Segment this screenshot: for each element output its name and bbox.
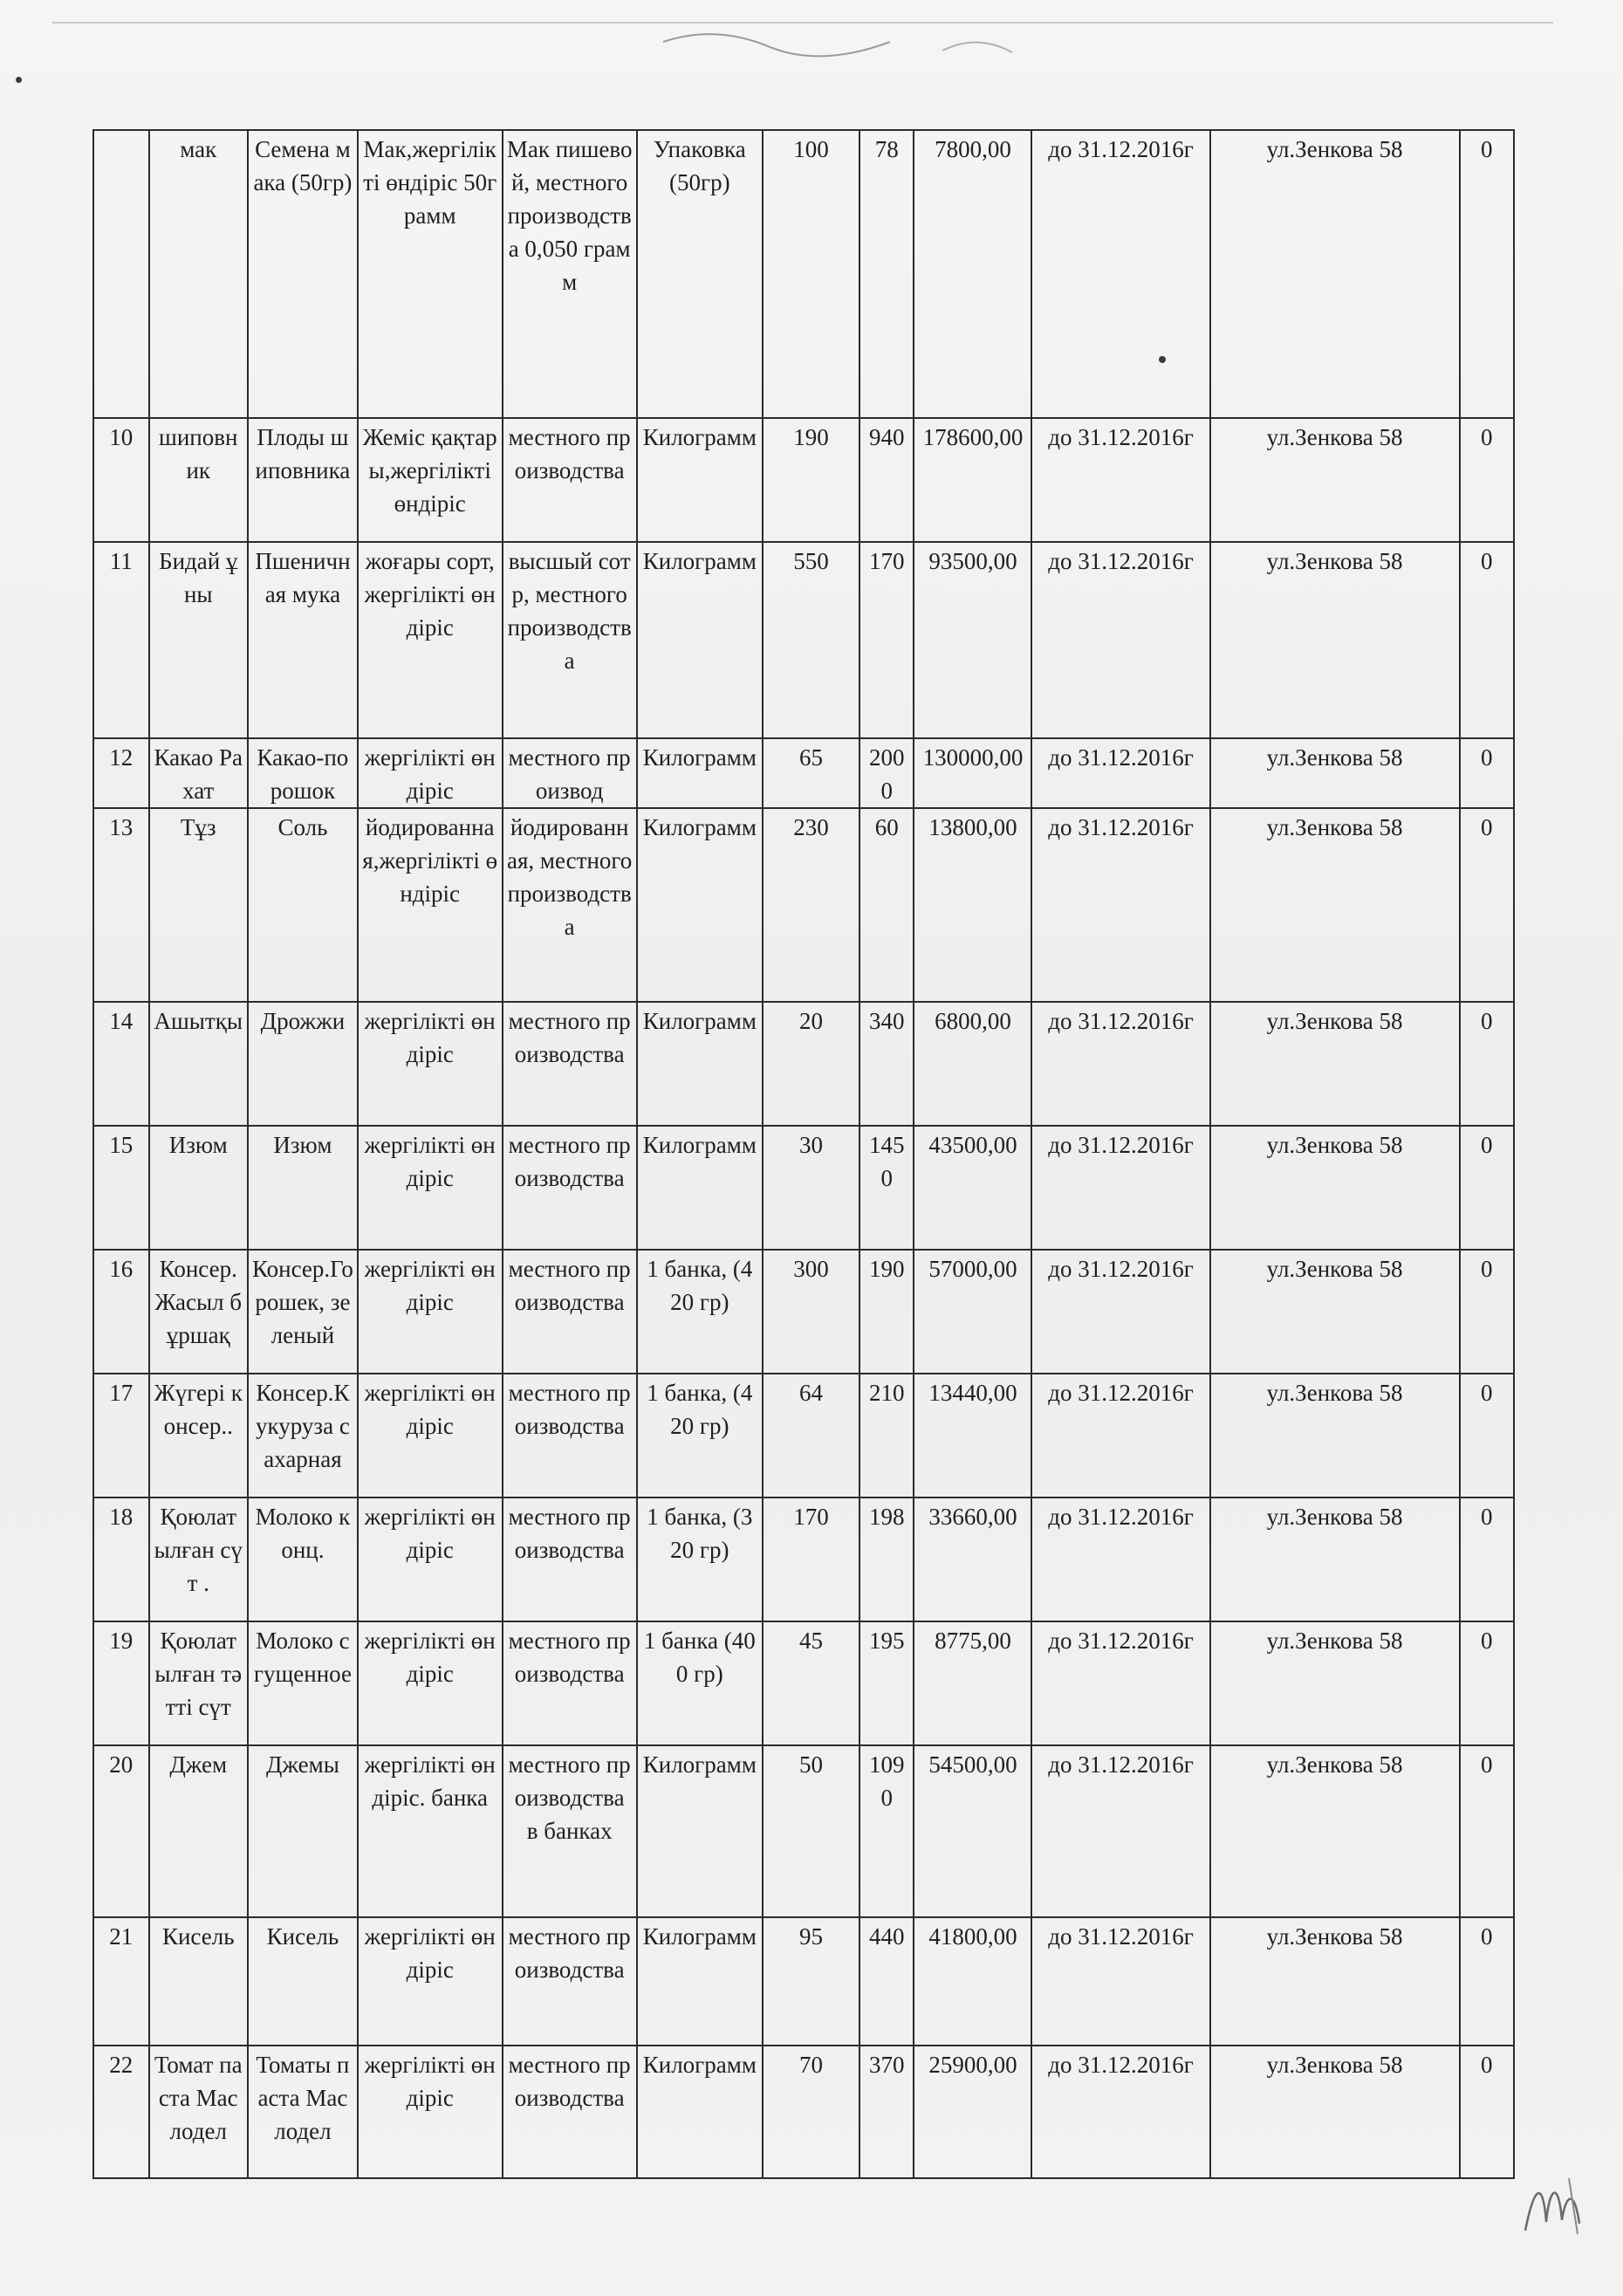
advance-cell: 0 — [1460, 418, 1514, 542]
price-cell: 210 — [859, 1374, 914, 1498]
advance-cell: 0 — [1460, 1917, 1514, 2046]
spec-ru-cell: местного производ — [503, 738, 637, 808]
name-kz-cell: Изюм — [149, 1126, 248, 1250]
row-number: 10 — [93, 418, 149, 542]
delivery-address-cell: ул.Зенкова 58 — [1210, 1745, 1460, 1917]
spec-ru-cell: местного производства — [503, 1002, 637, 1126]
advance-cell: 0 — [1460, 1745, 1514, 1917]
sum-cell: 93500,00 — [914, 542, 1031, 738]
price-cell: 60 — [859, 808, 914, 1002]
delivery-term-cell: до 31.12.2016г — [1031, 2046, 1209, 2178]
delivery-address-cell: ул.Зенкова 58 — [1210, 1002, 1460, 1126]
table-row — [93, 808, 1514, 1002]
delivery-term-cell: до 31.12.2016г — [1031, 1498, 1209, 1621]
spec-ru-cell: местного производства — [503, 418, 637, 542]
row-number: 16 — [93, 1250, 149, 1374]
price-cell: 78 — [859, 130, 914, 418]
quantity-cell: 550 — [763, 542, 859, 738]
delivery-address-cell: ул.Зенкова 58 — [1210, 1126, 1460, 1250]
sum-cell: 6800,00 — [914, 1002, 1031, 1126]
row-number: 21 — [93, 1917, 149, 2046]
signature-icon — [1517, 2169, 1595, 2239]
price-cell: 340 — [859, 1002, 914, 1126]
delivery-address-cell: ул.Зенкова 58 — [1210, 1498, 1460, 1621]
price-cell: 195 — [859, 1621, 914, 1745]
sum-cell: 41800,00 — [914, 1917, 1031, 2046]
quantity-cell: 170 — [763, 1498, 859, 1621]
spec-ru-cell: местного производства — [503, 1374, 637, 1498]
delivery-address-cell: ул.Зенкова 58 — [1210, 418, 1460, 542]
name-ru-cell: Консер.Кукуруза сахарная — [248, 1374, 358, 1498]
row-number: 15 — [93, 1126, 149, 1250]
unit-cell: Килограмм — [637, 1002, 763, 1126]
row-number — [93, 130, 149, 418]
delivery-term-cell: до 31.12.2016г — [1031, 1126, 1209, 1250]
unit-cell: Килограмм — [637, 808, 763, 1002]
unit-cell: 1 банка, (420 гр) — [637, 1374, 763, 1498]
quantity-cell: 300 — [763, 1250, 859, 1374]
delivery-address-cell: ул.Зенкова 58 — [1210, 738, 1460, 808]
name-ru-cell: Изюм — [248, 1126, 358, 1250]
table-row — [93, 1126, 1514, 1250]
unit-cell: Килограмм — [637, 1917, 763, 2046]
table-row — [93, 1917, 1514, 2046]
name-ru-cell: Семена мака (50гр) — [248, 130, 358, 418]
price-cell: 198 — [859, 1498, 914, 1621]
advance-cell: 0 — [1460, 1250, 1514, 1374]
advance-cell: 0 — [1460, 1498, 1514, 1621]
spec-kz-cell: жергілікті өндіріс — [358, 1374, 503, 1498]
quantity-cell: 190 — [763, 418, 859, 542]
row-number: 11 — [93, 542, 149, 738]
delivery-term-cell: до 31.12.2016г — [1031, 808, 1209, 1002]
advance-cell: 0 — [1460, 2046, 1514, 2178]
unit-cell: Килограмм — [637, 1745, 763, 1917]
table-row — [93, 418, 1514, 542]
delivery-address-cell: ул.Зенкова 58 — [1210, 542, 1460, 738]
sum-cell: 13440,00 — [914, 1374, 1031, 1498]
spec-kz-cell: йодированная,жергілікті өндіріс — [358, 808, 503, 1002]
sum-cell: 25900,00 — [914, 2046, 1031, 2178]
sum-cell: 57000,00 — [914, 1250, 1031, 1374]
name-kz-cell: Консер. Жасыл бұршақ — [149, 1250, 248, 1374]
unit-cell: 1 банка (400 гр) — [637, 1621, 763, 1745]
spec-ru-cell: местного производства — [503, 1498, 637, 1621]
sum-cell: 130000,00 — [914, 738, 1031, 808]
price-cell: 1450 — [859, 1126, 914, 1250]
name-ru-cell: Молоко конц. — [248, 1498, 358, 1621]
name-ru-cell: Дрожжи — [248, 1002, 358, 1126]
spec-ru-cell: местного производства — [503, 1250, 637, 1374]
scan-dot-icon — [16, 77, 22, 83]
delivery-term-cell: до 31.12.2016г — [1031, 130, 1209, 418]
quantity-cell: 20 — [763, 1002, 859, 1126]
advance-cell: 0 — [1460, 542, 1514, 738]
delivery-term-cell: до 31.12.2016г — [1031, 1745, 1209, 1917]
goods-table-body — [93, 130, 1514, 2178]
delivery-address-cell: ул.Зенкова 58 — [1210, 130, 1460, 418]
advance-cell: 0 — [1460, 130, 1514, 418]
advance-cell: 0 — [1460, 1002, 1514, 1126]
table-row — [93, 2046, 1514, 2178]
delivery-term-cell: до 31.12.2016г — [1031, 1917, 1209, 2046]
quantity-cell: 100 — [763, 130, 859, 418]
quantity-cell: 64 — [763, 1374, 859, 1498]
table-row — [93, 130, 1514, 418]
delivery-address-cell: ул.Зенкова 58 — [1210, 1374, 1460, 1498]
spec-kz-cell: жергілікті өндіріс. банка — [358, 1745, 503, 1917]
name-kz-cell: Кисель — [149, 1917, 248, 2046]
row-number: 17 — [93, 1374, 149, 1498]
spec-kz-cell: жергілікті өндіріс — [358, 738, 503, 808]
spec-kz-cell: Жеміс қақтары,жергілікті өндіріс — [358, 418, 503, 542]
advance-cell: 0 — [1460, 1126, 1514, 1250]
spec-ru-cell: высшый сотр, местного производства — [503, 542, 637, 738]
unit-cell: 1 банка, (320 гр) — [637, 1498, 763, 1621]
quantity-cell: 95 — [763, 1917, 859, 2046]
spec-kz-cell: жоғары сорт, жергілікті өндіріс — [358, 542, 503, 738]
spec-kz-cell: жергілікті өндіріс — [358, 1917, 503, 2046]
row-number: 14 — [93, 1002, 149, 1126]
sum-cell: 43500,00 — [914, 1126, 1031, 1250]
unit-cell: Упаковка (50гр) — [637, 130, 763, 418]
quantity-cell: 30 — [763, 1126, 859, 1250]
spec-ru-cell: йодированная, местного производства — [503, 808, 637, 1002]
sum-cell: 178600,00 — [914, 418, 1031, 542]
name-kz-cell: Қоюлатылған тәтті сүт — [149, 1621, 248, 1745]
spec-ru-cell: Мак пишевой, местного производства 0,050 грамм — [503, 130, 637, 418]
name-ru-cell: Томаты паста Маслодел — [248, 2046, 358, 2178]
row-number: 18 — [93, 1498, 149, 1621]
name-ru-cell: Кисель — [248, 1917, 358, 2046]
spec-kz-cell: жергілікті өндіріс — [358, 1126, 503, 1250]
spec-kz-cell: Мак,жергілікті өндіріс 50грамм — [358, 130, 503, 418]
spec-kz-cell: жергілікті өндіріс — [358, 1002, 503, 1126]
unit-cell: Килограмм — [637, 542, 763, 738]
spec-kz-cell: жергілікті өндіріс — [358, 2046, 503, 2178]
scan-top-noise-icon — [52, 16, 1553, 68]
delivery-term-cell: до 31.12.2016г — [1031, 1250, 1209, 1374]
delivery-term-cell: до 31.12.2016г — [1031, 1002, 1209, 1126]
spec-kz-cell: жергілікті өндіріс — [358, 1250, 503, 1374]
table-row — [93, 1498, 1514, 1621]
sum-cell: 8775,00 — [914, 1621, 1031, 1745]
sum-cell: 7800,00 — [914, 130, 1031, 418]
delivery-address-cell: ул.Зенкова 58 — [1210, 1250, 1460, 1374]
table-row — [93, 1250, 1514, 1374]
goods-table — [92, 129, 1515, 2179]
advance-cell: 0 — [1460, 1621, 1514, 1745]
spec-kz-cell: жергілікті өндіріс — [358, 1498, 503, 1621]
table-row — [93, 738, 1514, 808]
name-ru-cell: Консер.Горошек, зеленый — [248, 1250, 358, 1374]
price-cell: 170 — [859, 542, 914, 738]
delivery-term-cell: до 31.12.2016г — [1031, 1621, 1209, 1745]
table-row — [93, 1002, 1514, 1126]
unit-cell: 1 банка, (420 гр) — [637, 1250, 763, 1374]
name-ru-cell: Соль — [248, 808, 358, 1002]
name-ru-cell: Молоко сгущенное — [248, 1621, 358, 1745]
price-cell: 1090 — [859, 1745, 914, 1917]
price-cell: 370 — [859, 2046, 914, 2178]
name-ru-cell: Плоды шиповника — [248, 418, 358, 542]
row-number: 13 — [93, 808, 149, 1002]
sum-cell: 13800,00 — [914, 808, 1031, 1002]
unit-cell: Килограмм — [637, 418, 763, 542]
delivery-term-cell: до 31.12.2016г — [1031, 738, 1209, 808]
price-cell: 940 — [859, 418, 914, 542]
quantity-cell: 70 — [763, 2046, 859, 2178]
unit-cell: Килограмм — [637, 2046, 763, 2178]
name-ru-cell: Джемы — [248, 1745, 358, 1917]
row-number: 12 — [93, 738, 149, 808]
delivery-term-cell: до 31.12.2016г — [1031, 418, 1209, 542]
table-row — [93, 1621, 1514, 1745]
name-kz-cell: Какао Рахат — [149, 738, 248, 808]
quantity-cell: 230 — [763, 808, 859, 1002]
name-kz-cell: Джем — [149, 1745, 248, 1917]
name-ru-cell: Пшеничная мука — [248, 542, 358, 738]
name-ru-cell: Какао-порошок — [248, 738, 358, 808]
quantity-cell: 65 — [763, 738, 859, 808]
quantity-cell: 45 — [763, 1621, 859, 1745]
delivery-address-cell: ул.Зенкова 58 — [1210, 1621, 1460, 1745]
delivery-term-cell: до 31.12.2016г — [1031, 1374, 1209, 1498]
name-kz-cell: Томат паста Маслодел — [149, 2046, 248, 2178]
advance-cell: 0 — [1460, 808, 1514, 1002]
spec-ru-cell: местного производства в банках — [503, 1745, 637, 1917]
advance-cell: 0 — [1460, 738, 1514, 808]
delivery-address-cell: ул.Зенкова 58 — [1210, 808, 1460, 1002]
row-number: 20 — [93, 1745, 149, 1917]
spec-kz-cell: жергілікті өндіріс — [358, 1621, 503, 1745]
price-cell: 2000 — [859, 738, 914, 808]
spec-ru-cell: местного производства — [503, 1917, 637, 2046]
name-kz-cell: Қоюлатылған сүт . — [149, 1498, 248, 1621]
name-kz-cell: шиповник — [149, 418, 248, 542]
unit-cell: Килограмм — [637, 738, 763, 808]
quantity-cell: 50 — [763, 1745, 859, 1917]
price-cell: 190 — [859, 1250, 914, 1374]
unit-cell: Килограмм — [637, 1126, 763, 1250]
delivery-address-cell: ул.Зенкова 58 — [1210, 2046, 1460, 2178]
delivery-term-cell: до 31.12.2016г — [1031, 542, 1209, 738]
name-kz-cell: Бидай ұны — [149, 542, 248, 738]
row-number: 19 — [93, 1621, 149, 1745]
sum-cell: 33660,00 — [914, 1498, 1031, 1621]
name-kz-cell: мак — [149, 130, 248, 418]
table-row — [93, 1374, 1514, 1498]
price-cell: 440 — [859, 1917, 914, 2046]
name-kz-cell: Тұз — [149, 808, 248, 1002]
sum-cell: 54500,00 — [914, 1745, 1031, 1917]
spec-ru-cell: местного производства — [503, 2046, 637, 2178]
advance-cell: 0 — [1460, 1374, 1514, 1498]
table-row — [93, 1745, 1514, 1917]
table-row — [93, 542, 1514, 738]
spec-ru-cell: местного производства — [503, 1126, 637, 1250]
name-kz-cell: Жүгері консер.. — [149, 1374, 248, 1498]
spec-ru-cell: местного производства — [503, 1621, 637, 1745]
delivery-address-cell: ул.Зенкова 58 — [1210, 1917, 1460, 2046]
name-kz-cell: Ашытқы — [149, 1002, 248, 1126]
row-number: 22 — [93, 2046, 149, 2178]
